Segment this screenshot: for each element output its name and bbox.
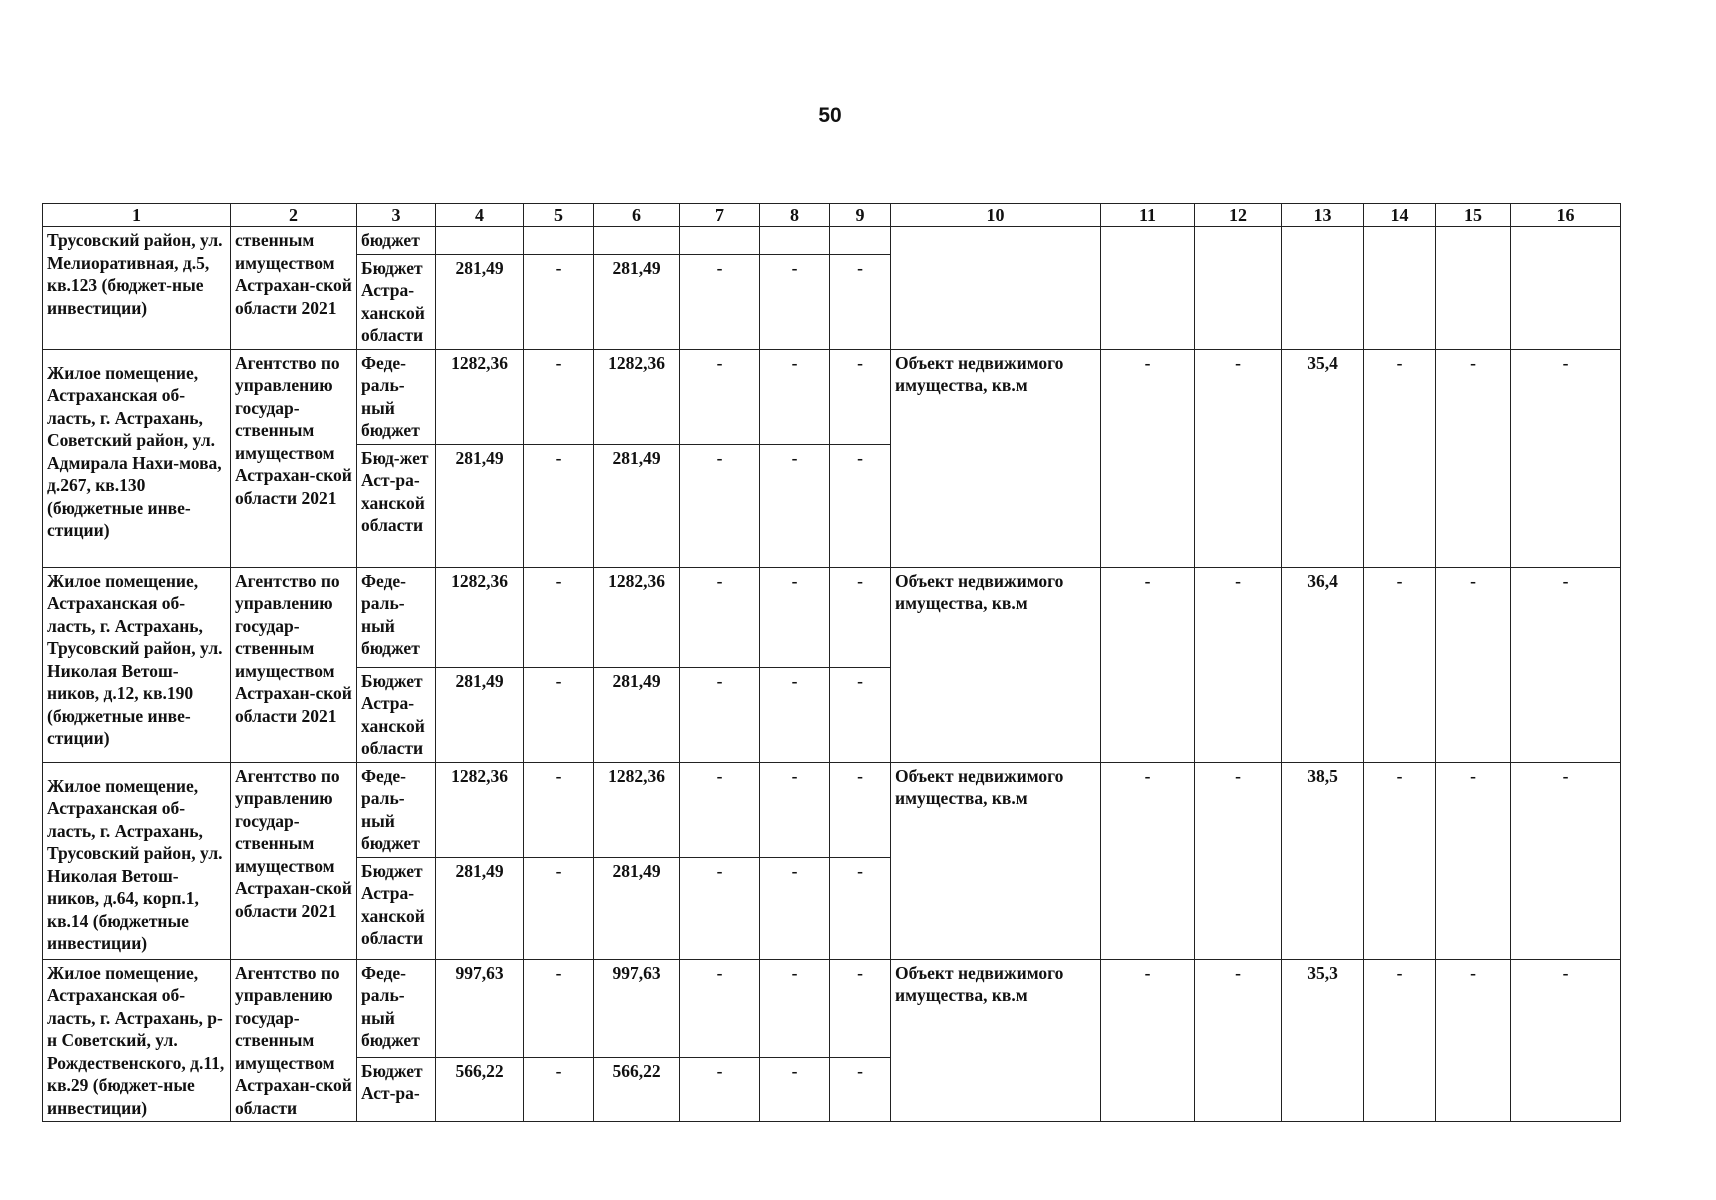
budget-source-cell: бюджет <box>357 227 436 255</box>
value-cell-c7: - <box>680 1057 760 1121</box>
value-cell-c13 <box>1282 227 1364 350</box>
column-header-9: 9 <box>830 204 891 227</box>
budget-source-cell: Феде-раль-ный бюджет <box>357 762 436 857</box>
value-cell-c5: - <box>524 959 594 1057</box>
value-cell-c9: - <box>830 959 891 1057</box>
value-cell-c5 <box>524 227 594 255</box>
column-header-15: 15 <box>1436 204 1511 227</box>
value-cell-c14: - <box>1364 762 1436 959</box>
value-cell-c8: - <box>760 667 830 762</box>
table-row <box>43 227 1621 255</box>
value-cell-c6: 1282,36 <box>594 567 680 667</box>
value-cell-c11: - <box>1101 762 1195 959</box>
value-cell-c4: 566,22 <box>436 1057 524 1121</box>
value-cell-c6: 997,63 <box>594 959 680 1057</box>
value-cell-c16 <box>1511 227 1621 350</box>
agency-cell: Агентство по управлению государ-ственным имуществом Астрахан-ской области <box>231 959 357 1122</box>
value-cell-c12 <box>1195 227 1282 350</box>
value-cell-c15: - <box>1436 349 1511 567</box>
agency-cell: Агентство по управлению государ-ственным имуществом Астрахан-ской области 2021 <box>231 567 357 762</box>
value-cell-c8 <box>760 227 830 255</box>
column-header-3: 3 <box>357 204 436 227</box>
value-cell-c7: - <box>680 444 760 567</box>
value-cell-c5: - <box>524 254 594 349</box>
value-cell-c4: 281,49 <box>436 254 524 349</box>
value-cell-c4: 997,63 <box>436 959 524 1057</box>
value-cell-c14 <box>1364 227 1436 350</box>
budget-source-cell: Феде-раль-ный бюджет <box>357 959 436 1057</box>
budget-source-cell: Бюджет Астра-ханской области <box>357 857 436 959</box>
value-cell-c6: 281,49 <box>594 254 680 349</box>
value-cell-c7: - <box>680 567 760 667</box>
value-cell-c8: - <box>760 857 830 959</box>
value-cell-c7: - <box>680 857 760 959</box>
indicator-cell: Объект недвижимого имущества, кв.м <box>891 349 1101 567</box>
value-cell-c12: - <box>1195 959 1282 1122</box>
object-cell: Жилое помещение, Астраханская об-ласть, г. Астрахань, р-н Советский, ул. Рождественского, д.11, кв.29 (бюджет-ные инвестиции) <box>43 959 231 1122</box>
value-cell-c6: 566,22 <box>594 1057 680 1121</box>
budget-source-cell: Феде-раль-ный бюджет <box>357 567 436 667</box>
value-cell-c7: - <box>680 762 760 857</box>
indicator-cell: Объект недвижимого имущества, кв.м <box>891 762 1101 959</box>
value-cell-c9: - <box>830 667 891 762</box>
column-header-2: 2 <box>231 204 357 227</box>
value-cell-c14: - <box>1364 959 1436 1122</box>
table-row <box>43 959 1621 1057</box>
object-cell: Жилое помещение, Астраханская об-ласть, г. Астрахань, Трусовский район, ул. Николая Ветош-ников, д.12, кв.190 (бюджетные инве-стиции) <box>43 567 231 762</box>
value-cell-c9: - <box>830 857 891 959</box>
object-cell: Жилое помещение, Астраханская об-ласть, г. Астрахань, Трусовский район, ул. Николая Ветош-ников, д.64, корп.1, кв.14 (бюджетные инвестиции) <box>43 762 231 959</box>
value-cell-c4: 1282,36 <box>436 762 524 857</box>
value-cell-c8: - <box>760 349 830 444</box>
value-cell-c7: - <box>680 254 760 349</box>
value-cell-c6: 281,49 <box>594 857 680 959</box>
value-cell-c5: - <box>524 667 594 762</box>
budget-source-cell: Феде-раль-ный бюджет <box>357 349 436 444</box>
agency-cell: ственным имуществом Астрахан-ской области 2021 <box>231 227 357 350</box>
value-cell-c6 <box>594 227 680 255</box>
indicator-cell: Объект недвижимого имущества, кв.м <box>891 567 1101 762</box>
value-cell-c5: - <box>524 444 594 567</box>
value-cell-c12: - <box>1195 567 1282 762</box>
indicator-cell <box>891 227 1101 350</box>
value-cell-c7: - <box>680 349 760 444</box>
object-cell: Жилое помещение, Астраханская об-ласть, г. Астрахань, Советский район, ул. Адмирала Нахи-мова, д.267, кв.130 (бюджетные инве-стиции) <box>43 349 231 567</box>
value-cell-c6: 281,49 <box>594 444 680 567</box>
value-cell-c11: - <box>1101 959 1195 1122</box>
agency-cell: Агентство по управлению государ-ственным имуществом Астрахан-ской области 2021 <box>231 349 357 567</box>
table-row <box>43 762 1621 857</box>
value-cell-c4: 281,49 <box>436 667 524 762</box>
value-cell-c9 <box>830 227 891 255</box>
value-cell-c8: - <box>760 1057 830 1121</box>
value-cell-c13: 36,4 <box>1282 567 1364 762</box>
value-cell-c16: - <box>1511 567 1621 762</box>
column-header-4: 4 <box>436 204 524 227</box>
column-header-6: 6 <box>594 204 680 227</box>
value-cell-c9: - <box>830 762 891 857</box>
value-cell-c9: - <box>830 567 891 667</box>
value-cell-c7: - <box>680 959 760 1057</box>
value-cell-c15: - <box>1436 762 1511 959</box>
object-cell: Трусовский район, ул. Мелиоративная, д.5, кв.123 (бюджет-ные инвестиции) <box>43 227 231 350</box>
value-cell-c5: - <box>524 857 594 959</box>
value-cell-c4: 281,49 <box>436 444 524 567</box>
budget-source-cell: Бюджет Аст-ра- <box>357 1057 436 1121</box>
value-cell-c5: - <box>524 349 594 444</box>
value-cell-c9: - <box>830 1057 891 1121</box>
value-cell-c5: - <box>524 567 594 667</box>
value-cell-c8: - <box>760 567 830 667</box>
value-cell-c16: - <box>1511 349 1621 567</box>
value-cell-c8: - <box>760 444 830 567</box>
column-header-11: 11 <box>1101 204 1195 227</box>
column-header-13: 13 <box>1282 204 1364 227</box>
column-header-7: 7 <box>680 204 760 227</box>
value-cell-c9: - <box>830 349 891 444</box>
value-cell-c13: 35,3 <box>1282 959 1364 1122</box>
column-header-12: 12 <box>1195 204 1282 227</box>
value-cell-c14: - <box>1364 567 1436 762</box>
value-cell-c11: - <box>1101 567 1195 762</box>
value-cell-c6: 1282,36 <box>594 762 680 857</box>
budget-source-cell: Бюджет Астра-ханской области <box>357 667 436 762</box>
value-cell-c4: 1282,36 <box>436 349 524 444</box>
value-cell-c12: - <box>1195 762 1282 959</box>
value-cell-c12: - <box>1195 349 1282 567</box>
value-cell-c8: - <box>760 254 830 349</box>
table-row <box>43 349 1621 444</box>
value-cell-c9: - <box>830 444 891 567</box>
agency-cell: Агентство по управлению государ-ственным имуществом Астрахан-ской области 2021 <box>231 762 357 959</box>
value-cell-c11: - <box>1101 349 1195 567</box>
page-number: 50 <box>818 104 842 127</box>
value-cell-c16: - <box>1511 959 1621 1122</box>
column-header-5: 5 <box>524 204 594 227</box>
header-row <box>43 204 1621 227</box>
value-cell-c6: 281,49 <box>594 667 680 762</box>
column-header-1: 1 <box>43 204 231 227</box>
column-header-10: 10 <box>891 204 1101 227</box>
value-cell-c15: - <box>1436 567 1511 762</box>
value-cell-c4: 1282,36 <box>436 567 524 667</box>
budget-source-cell: Бюд-жет Аст-ра-ханской области <box>357 444 436 567</box>
indicator-cell: Объект недвижимого имущества, кв.м <box>891 959 1101 1122</box>
value-cell-c8: - <box>760 959 830 1057</box>
table-row <box>43 567 1621 667</box>
value-cell-c4 <box>436 227 524 255</box>
value-cell-c8: - <box>760 762 830 857</box>
value-cell-c7: - <box>680 667 760 762</box>
value-cell-c4: 281,49 <box>436 857 524 959</box>
value-cell-c7 <box>680 227 760 255</box>
column-header-8: 8 <box>760 204 830 227</box>
value-cell-c9: - <box>830 254 891 349</box>
budget-source-cell: Бюджет Астра-ханской области <box>357 254 436 349</box>
value-cell-c13: 38,5 <box>1282 762 1364 959</box>
value-cell-c14: - <box>1364 349 1436 567</box>
value-cell-c15 <box>1436 227 1511 350</box>
value-cell-c6: 1282,36 <box>594 349 680 444</box>
column-header-16: 16 <box>1511 204 1621 227</box>
value-cell-c11 <box>1101 227 1195 350</box>
value-cell-c5: - <box>524 1057 594 1121</box>
value-cell-c15: - <box>1436 959 1511 1122</box>
column-header-14: 14 <box>1364 204 1436 227</box>
value-cell-c16: - <box>1511 762 1621 959</box>
value-cell-c13: 35,4 <box>1282 349 1364 567</box>
value-cell-c5: - <box>524 762 594 857</box>
budget-table <box>42 203 1621 1122</box>
